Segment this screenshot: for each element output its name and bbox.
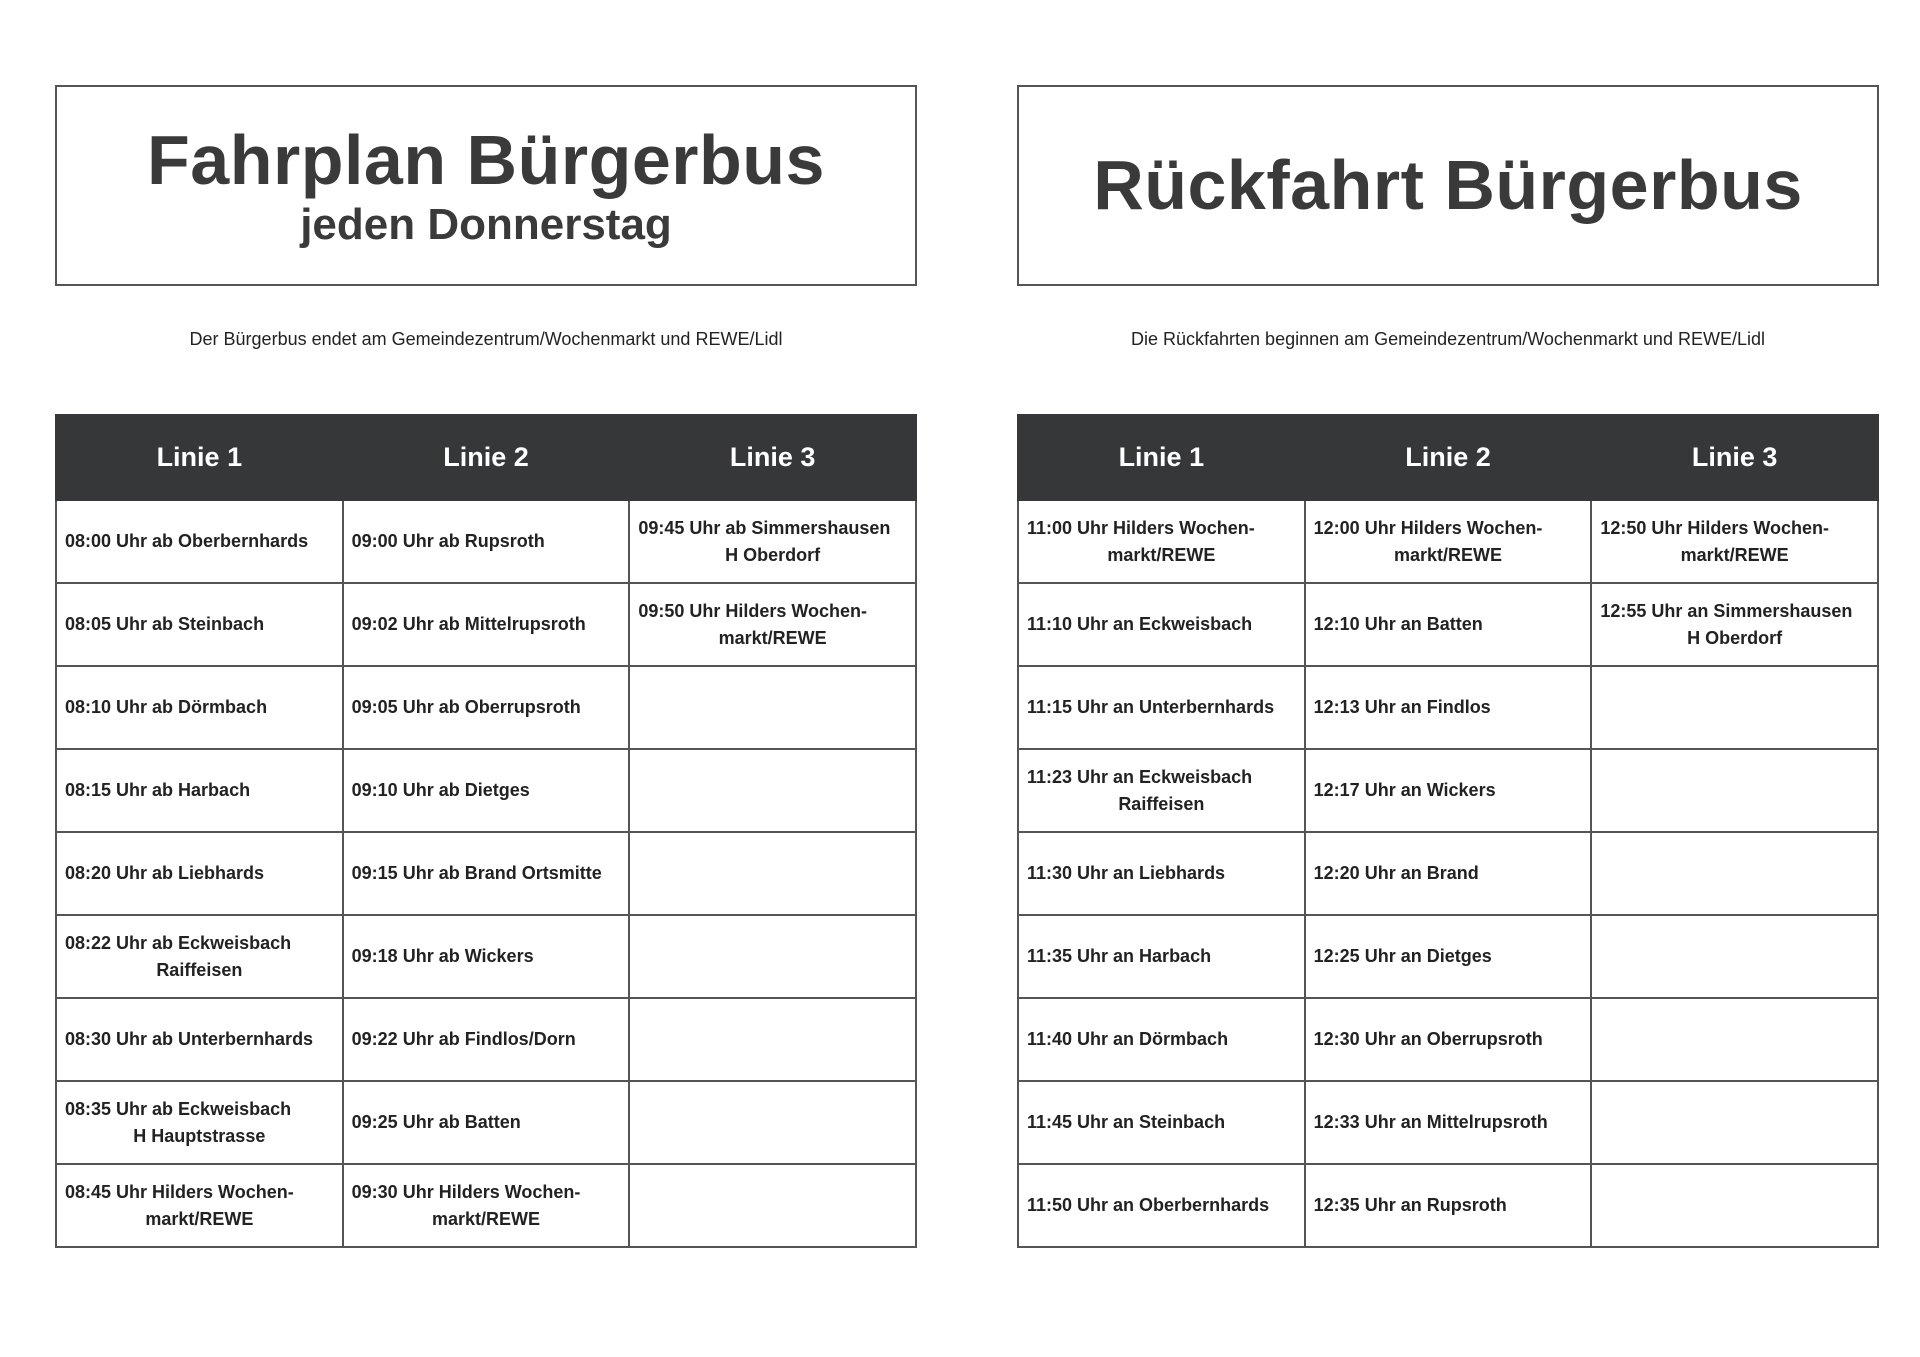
schedule-cell [1305, 998, 1592, 1081]
stop-time-text: 08:35 Uhr ab Eckweisbach [65, 1098, 292, 1119]
stop-time-text: 11:15 Uhr an Unterbernhards [1027, 697, 1275, 717]
return-title: Rückfahrt Bürgerbus [1093, 146, 1803, 224]
schedule-cell [1018, 583, 1305, 666]
stop-time-text: 11:35 Uhr an Harbach [1027, 946, 1212, 966]
return-schedule-table [1017, 414, 1879, 1248]
stop-time-text: 08:22 Uhr ab Eckweisbach [65, 932, 292, 953]
schedule-cell [343, 666, 630, 749]
stop-time-text: 11:00 Uhr Hilders Wochen- [1027, 517, 1255, 538]
table-row [56, 915, 916, 998]
table-row [1018, 1164, 1878, 1247]
schedule-cell [343, 1081, 630, 1164]
stop-continuation-text: markt/REWE [431, 1208, 540, 1229]
stop-time-text: 09:00 Uhr ab Rupsroth [351, 531, 545, 551]
stop-time-text: 12:55 Uhr an Simmershausen [1600, 600, 1853, 621]
schedule-cell [1018, 500, 1305, 583]
schedule-cell [1305, 749, 1592, 832]
schedule-cell [1018, 749, 1305, 832]
table-row [1018, 1081, 1878, 1164]
schedule-cell [1018, 1081, 1305, 1164]
stop-continuation-text: markt/REWE [1107, 544, 1216, 565]
stop-time-text: 08:10 Uhr ab Dörmbach [65, 697, 268, 717]
stop-continuation-text: markt/REWE [1680, 544, 1789, 565]
stop-time-text: 09:10 Uhr ab Dietges [351, 780, 530, 800]
schedule-cell [1591, 749, 1878, 832]
schedule-cell [1591, 666, 1878, 749]
schedule-cell [343, 832, 630, 915]
stop-time-text: 11:45 Uhr an Steinbach [1027, 1112, 1226, 1132]
column-header-linie-2: Linie 2 [1305, 415, 1592, 500]
stop-time-text: 12:50 Uhr Hilders Wochen- [1600, 517, 1830, 538]
schedule-cell [1018, 1164, 1305, 1247]
return-header-row [1018, 415, 1878, 500]
schedule-cell [1305, 1081, 1592, 1164]
stop-time-text: 12:17 Uhr an Wickers [1313, 780, 1496, 800]
schedule-cell [56, 1164, 343, 1247]
schedule-cell [1591, 583, 1878, 666]
stop-time-text: 09:30 Uhr Hilders Wochen- [351, 1181, 581, 1202]
schedule-cell [1018, 832, 1305, 915]
schedule-cell [56, 583, 343, 666]
stop-time-text: 09:15 Uhr ab Brand Ortsmitte [351, 863, 602, 883]
table-row [1018, 998, 1878, 1081]
schedule-cell [1305, 832, 1592, 915]
column-header-linie-1: Linie 1 [1018, 415, 1305, 500]
return-panel [1017, 85, 1879, 1248]
stop-time-text: 09:22 Uhr ab Findlos/Dorn [351, 1029, 576, 1049]
stop-time-text: 08:20 Uhr ab Liebhards [65, 863, 265, 883]
table-row [1018, 666, 1878, 749]
schedule-cell [343, 583, 630, 666]
schedule-cell [56, 998, 343, 1081]
schedule-cell [629, 666, 916, 749]
schedule-cell [56, 832, 343, 915]
schedule-cell [343, 500, 630, 583]
stop-time-text: 08:00 Uhr ab Oberbernhards [65, 531, 309, 551]
schedule-cell [629, 998, 916, 1081]
schedule-cell [1591, 915, 1878, 998]
schedule-cell [629, 915, 916, 998]
schedule-cell [56, 915, 343, 998]
column-header-linie-2: Linie 2 [343, 415, 630, 500]
table-row [56, 998, 916, 1081]
stop-time-text: 12:33 Uhr an Mittelrupsroth [1313, 1112, 1548, 1132]
schedule-cell [1305, 915, 1592, 998]
table-row [1018, 583, 1878, 666]
table-row [56, 749, 916, 832]
table-row [56, 500, 916, 583]
stop-time-text: 12:25 Uhr an Dietges [1313, 946, 1492, 966]
stop-time-text: 09:25 Uhr ab Batten [351, 1112, 521, 1132]
outbound-schedule-table [55, 414, 917, 1248]
schedule-cell [56, 749, 343, 832]
schedule-cell [1018, 998, 1305, 1081]
schedule-cell [1018, 666, 1305, 749]
stop-continuation-text: markt/REWE [718, 627, 827, 648]
table-row [1018, 915, 1878, 998]
schedule-cell [629, 749, 916, 832]
schedule-cell [1305, 583, 1592, 666]
table-row [56, 1164, 916, 1247]
stop-time-text: 11:10 Uhr an Eckweisbach [1027, 614, 1253, 634]
stop-continuation-text: H Oberdorf [1687, 627, 1783, 648]
schedule-cell [629, 1081, 916, 1164]
schedule-cell [629, 832, 916, 915]
table-row [1018, 832, 1878, 915]
table-row [56, 583, 916, 666]
column-header-linie-1: Linie 1 [56, 415, 343, 500]
column-header-linie-3: Linie 3 [629, 415, 916, 500]
schedule-cell [1305, 1164, 1592, 1247]
outbound-title: Fahrplan Bürgerbus [147, 120, 825, 199]
stop-time-text: 08:15 Uhr ab Harbach [65, 780, 251, 800]
outbound-note: Der Bürgerbus endet am Gemeindezentrum/Wochenmarkt und REWE/Lidl [189, 329, 783, 349]
stop-continuation-text: markt/REWE [1393, 544, 1502, 565]
schedule-cell [1591, 1164, 1878, 1247]
table-row [56, 1081, 916, 1164]
stop-continuation-text: markt/REWE [145, 1208, 254, 1229]
schedule-cell [343, 915, 630, 998]
stop-time-text: 12:20 Uhr an Brand [1313, 863, 1479, 883]
schedule-cell [1305, 500, 1592, 583]
stop-continuation-text: H Oberdorf [725, 544, 821, 565]
stop-time-text: 12:00 Uhr Hilders Wochen- [1313, 517, 1543, 538]
schedule-cell [629, 1164, 916, 1247]
schedule-cell [56, 1081, 343, 1164]
schedule-cell [1591, 998, 1878, 1081]
schedule-cell [1305, 666, 1592, 749]
stop-time-text: 12:35 Uhr an Rupsroth [1313, 1195, 1507, 1215]
stop-time-text: 12:10 Uhr an Batten [1313, 614, 1483, 634]
outbound-panel [55, 85, 917, 1248]
schedule-cell [1591, 1081, 1878, 1164]
stop-time-text: 08:30 Uhr ab Unterbernhards [65, 1029, 314, 1049]
outbound-subtitle: jeden Donnerstag [300, 199, 672, 249]
stop-time-text: 11:23 Uhr an Eckweisbach [1027, 766, 1253, 787]
schedule-cell [343, 998, 630, 1081]
return-note: Die Rückfahrten beginnen am Gemeindezentrum/Wochenmarkt und REWE/Lidl [1131, 329, 1765, 349]
stop-time-text: 09:18 Uhr ab Wickers [351, 946, 534, 966]
schedule-cell [56, 500, 343, 583]
schedule-cell [1018, 915, 1305, 998]
stop-continuation-text: Raiffeisen [1118, 793, 1205, 814]
schedule-cell [629, 500, 916, 583]
column-header-linie-3: Linie 3 [1591, 415, 1878, 500]
schedule-cell [343, 749, 630, 832]
stop-time-text: 11:50 Uhr an Oberbernhards [1027, 1195, 1270, 1215]
schedule-cell [1591, 832, 1878, 915]
table-row [56, 832, 916, 915]
schedule-cell [343, 1164, 630, 1247]
stop-continuation-text: H Hauptstrasse [133, 1125, 266, 1146]
stop-continuation-text: Raiffeisen [156, 959, 243, 980]
stop-time-text: 08:45 Uhr Hilders Wochen- [65, 1181, 294, 1202]
stop-time-text: 08:05 Uhr ab Steinbach [65, 614, 265, 634]
stop-time-text: 09:45 Uhr ab Simmershausen [638, 517, 891, 538]
stop-time-text: 09:02 Uhr ab Mittelrupsroth [351, 614, 586, 634]
schedule-cell [1591, 500, 1878, 583]
outbound-header-row [56, 415, 916, 500]
stop-time-text: 11:40 Uhr an Dörmbach [1027, 1029, 1229, 1049]
stop-time-text: 09:50 Uhr Hilders Wochen- [638, 600, 868, 621]
schedule-cell [56, 666, 343, 749]
stop-time-text: 12:13 Uhr an Findlos [1313, 697, 1491, 717]
stop-time-text: 12:30 Uhr an Oberrupsroth [1313, 1029, 1543, 1049]
table-row [1018, 749, 1878, 832]
stop-time-text: 11:30 Uhr an Liebhards [1027, 863, 1226, 883]
table-row [56, 666, 916, 749]
return-title-box [1017, 85, 1879, 286]
table-row [1018, 500, 1878, 583]
stop-time-text: 09:05 Uhr ab Oberrupsroth [351, 697, 581, 717]
outbound-title-box [55, 85, 917, 286]
schedule-cell [629, 583, 916, 666]
